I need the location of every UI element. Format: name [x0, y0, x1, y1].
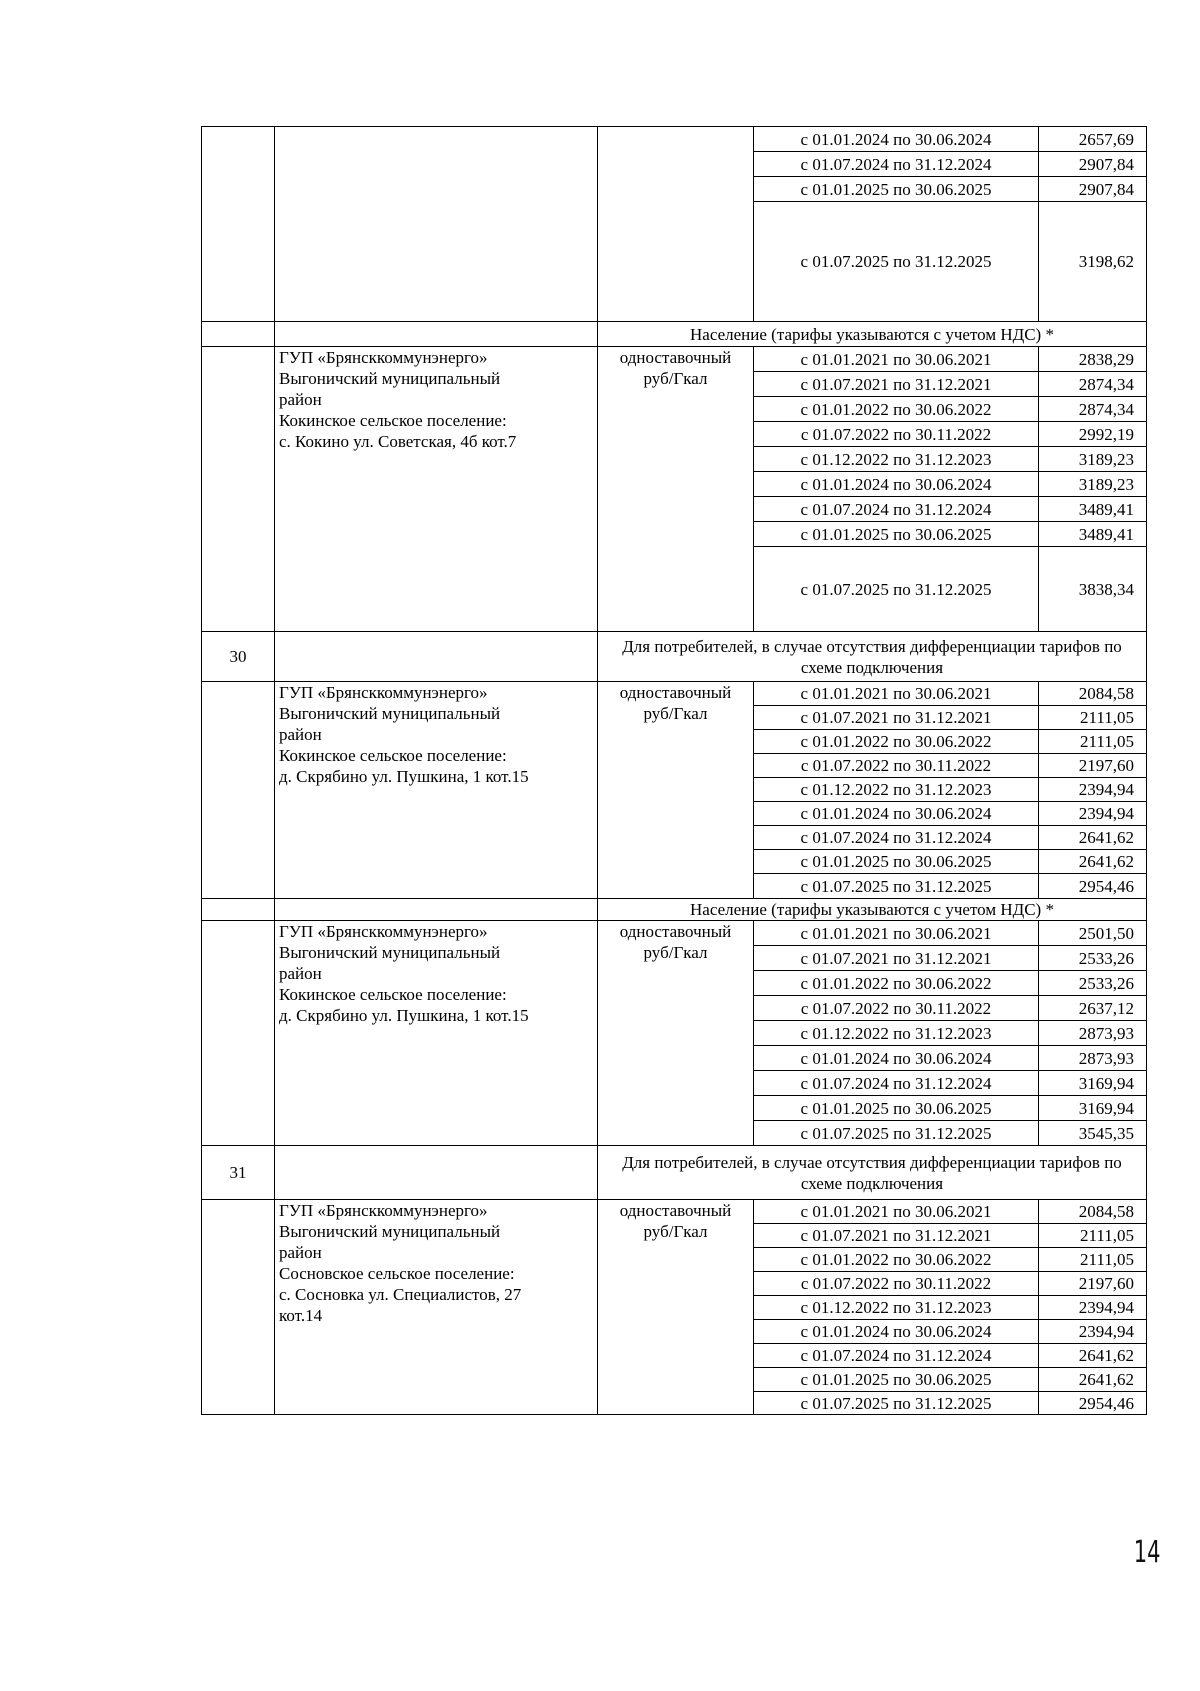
tariff-type-cell [598, 127, 754, 322]
organization-line: ГУП «Брянсккоммунэнерго» [279, 348, 488, 367]
organization-line: район [279, 390, 322, 409]
period-cell: с 01.01.2021 по 30.06.2021 [754, 1200, 1039, 1224]
tariff-value-cell: 2874,34 [1039, 372, 1147, 397]
period-cell: с 01.01.2025 по 30.06.2025 [754, 522, 1039, 547]
period-cell: с 01.01.2025 по 30.06.2025 [754, 1096, 1039, 1121]
table-row [202, 1200, 1147, 1224]
tariff-value-cell: 2641,62 [1039, 1368, 1147, 1392]
organization-line: Сосновское сельское поселение: [279, 1264, 515, 1283]
tariff-value-cell: 3189,23 [1039, 447, 1147, 472]
period-cell: с 01.07.2025 по 31.12.2025 [754, 1121, 1039, 1146]
period-cell: с 01.07.2021 по 31.12.2021 [754, 706, 1039, 730]
tariff-value-cell: 2992,19 [1039, 422, 1147, 447]
period-cell: с 01.07.2022 по 30.11.2022 [754, 996, 1039, 1021]
tariff-type-line: руб/Гкал [643, 1222, 708, 1241]
period-cell: с 01.07.2022 по 30.11.2022 [754, 1272, 1039, 1296]
organization-line: Кокинское сельское поселение: [279, 746, 507, 765]
period-cell: с 01.01.2021 по 30.06.2021 [754, 682, 1039, 706]
tariff-value-cell: 2084,58 [1039, 682, 1147, 706]
tariff-value-cell: 2394,94 [1039, 778, 1147, 802]
page-number: 14 [1133, 1535, 1161, 1570]
table-row [202, 127, 1147, 152]
tariff-type-line: руб/Гкал [643, 369, 708, 388]
row-number: 30 [202, 632, 275, 682]
organization-line: д. Скрябино ул. Пушкина, 1 кот.15 [279, 1006, 529, 1025]
tariff-value-cell: 2954,46 [1039, 1392, 1147, 1415]
organization-line: Выгоничский муниципальный [279, 704, 501, 723]
tariff-type-line: одноставочный [619, 348, 732, 367]
section-header-row [202, 322, 1147, 347]
organization-line: Выгоничский муниципальный [279, 1222, 501, 1241]
period-cell: с 01.07.2021 по 31.12.2021 [754, 946, 1039, 971]
tariff-value-cell: 2874,34 [1039, 397, 1147, 422]
tariff-value-cell: 2838,29 [1039, 347, 1147, 372]
organization-line: ГУП «Брянсккоммунэнерго» [279, 1201, 488, 1220]
period-cell: с 01.01.2024 по 30.06.2024 [754, 1046, 1039, 1071]
organization-line: район [279, 964, 322, 983]
period-cell: с 01.12.2022 по 31.12.2023 [754, 1021, 1039, 1046]
tariff-value-cell: 3838,34 [1039, 547, 1147, 632]
period-cell: с 01.01.2022 по 30.06.2022 [754, 397, 1039, 422]
tariff-table [201, 126, 1147, 1415]
tariff-value-cell: 2907,84 [1039, 177, 1147, 202]
section-header-row [202, 1146, 1147, 1200]
tariff-value-cell: 2394,94 [1039, 802, 1147, 826]
organization-line: район [279, 725, 322, 744]
period-cell: с 01.01.2024 по 30.06.2024 [754, 127, 1039, 152]
section-header: Для потребителей, в случае отсутствия дифференциации тарифов по схеме подключения [598, 632, 1147, 682]
period-cell: с 01.07.2024 по 31.12.2024 [754, 1071, 1039, 1096]
number-cell [202, 347, 275, 632]
tariff-value-cell: 2501,50 [1039, 921, 1147, 946]
number-cell [202, 921, 275, 1146]
period-cell: с 01.01.2025 по 30.06.2025 [754, 850, 1039, 874]
organization-line: Кокинское сельское поселение: [279, 411, 507, 430]
tariff-type-line: одноставочный [619, 683, 732, 702]
period-cell: с 01.07.2025 по 31.12.2025 [754, 202, 1039, 322]
tariff-value-cell: 2111,05 [1039, 706, 1147, 730]
tariff-value-cell: 2197,60 [1039, 1272, 1147, 1296]
tariff-value-cell: 3489,41 [1039, 522, 1147, 547]
tariff-value-cell: 3198,62 [1039, 202, 1147, 322]
organization-cell [275, 347, 598, 632]
tariff-value-cell: 3489,41 [1039, 497, 1147, 522]
period-cell: с 01.07.2024 по 31.12.2024 [754, 497, 1039, 522]
period-cell: с 01.07.2024 по 31.12.2024 [754, 152, 1039, 177]
period-cell: с 01.07.2024 по 31.12.2024 [754, 1344, 1039, 1368]
number-cell [202, 127, 275, 322]
tariff-value-cell: 2657,69 [1039, 127, 1147, 152]
section-header: Население (тарифы указываются с учетом НДС) * [598, 322, 1147, 347]
period-cell: с 01.01.2021 по 30.06.2021 [754, 347, 1039, 372]
tariff-value-cell: 2641,62 [1039, 826, 1147, 850]
tariff-value-cell: 2111,05 [1039, 730, 1147, 754]
period-cell: с 01.01.2024 по 30.06.2024 [754, 472, 1039, 497]
tariff-type-cell [598, 921, 754, 1146]
period-cell: с 01.01.2022 по 30.06.2022 [754, 1248, 1039, 1272]
period-cell: с 01.07.2025 по 31.12.2025 [754, 874, 1039, 899]
period-cell: с 01.07.2021 по 31.12.2021 [754, 1224, 1039, 1248]
tariff-value-cell: 2907,84 [1039, 152, 1147, 177]
period-cell: с 01.12.2022 по 31.12.2023 [754, 1296, 1039, 1320]
empty-cell [275, 899, 598, 921]
row-number [202, 899, 275, 921]
tariff-value-cell: 2873,93 [1039, 1021, 1147, 1046]
tariff-value-cell: 2954,46 [1039, 874, 1147, 899]
period-cell: с 01.07.2025 по 31.12.2025 [754, 1392, 1039, 1415]
period-cell: с 01.01.2022 по 30.06.2022 [754, 971, 1039, 996]
tariff-value-cell: 3169,94 [1039, 1071, 1147, 1096]
period-cell: с 01.01.2021 по 30.06.2021 [754, 921, 1039, 946]
empty-cell [275, 632, 598, 682]
organization-line: район [279, 1243, 322, 1262]
section-header: Население (тарифы указываются с учетом НДС) * [598, 899, 1147, 921]
tariff-value-cell: 2637,12 [1039, 996, 1147, 1021]
period-cell: с 01.07.2025 по 31.12.2025 [754, 547, 1039, 632]
period-cell: с 01.01.2024 по 30.06.2024 [754, 802, 1039, 826]
period-cell: с 01.07.2021 по 31.12.2021 [754, 372, 1039, 397]
table-row [202, 921, 1147, 946]
table-row [202, 347, 1147, 372]
number-cell [202, 682, 275, 899]
period-cell: с 01.07.2024 по 31.12.2024 [754, 826, 1039, 850]
tariff-type-line: одноставочный [619, 1201, 732, 1220]
organization-line: Выгоничский муниципальный [279, 943, 501, 962]
tariff-value-cell: 3169,94 [1039, 1096, 1147, 1121]
section-header-row [202, 899, 1147, 921]
tariff-value-cell: 2394,94 [1039, 1296, 1147, 1320]
tariff-table-body [202, 127, 1147, 1415]
section-header: Для потребителей, в случае отсутствия дифференциации тарифов по схеме подключения [598, 1146, 1147, 1200]
organization-line: ГУП «Брянсккоммунэнерго» [279, 683, 488, 702]
tariff-type-line: одноставочный [619, 922, 732, 941]
empty-cell [275, 322, 598, 347]
period-cell: с 01.12.2022 по 31.12.2023 [754, 778, 1039, 802]
tariff-value-cell: 2533,26 [1039, 946, 1147, 971]
period-cell: с 01.07.2022 по 30.11.2022 [754, 754, 1039, 778]
number-cell [202, 1200, 275, 1415]
period-cell: с 01.01.2025 по 30.06.2025 [754, 177, 1039, 202]
period-cell: с 01.01.2025 по 30.06.2025 [754, 1368, 1039, 1392]
tariff-value-cell: 2533,26 [1039, 971, 1147, 996]
tariff-value-cell: 2873,93 [1039, 1046, 1147, 1071]
tariff-type-cell [598, 347, 754, 632]
organization-cell [275, 1200, 598, 1415]
tariff-value-cell: 2084,58 [1039, 1200, 1147, 1224]
tariff-value-cell: 2641,62 [1039, 1344, 1147, 1368]
tariff-type-cell [598, 1200, 754, 1415]
tariff-type-line: руб/Гкал [643, 943, 708, 962]
organization-line: кот.14 [279, 1306, 323, 1325]
period-cell: с 01.01.2022 по 30.06.2022 [754, 730, 1039, 754]
period-cell: с 01.12.2022 по 31.12.2023 [754, 447, 1039, 472]
organization-cell [275, 682, 598, 899]
tariff-value-cell: 2394,94 [1039, 1320, 1147, 1344]
period-cell: с 01.01.2024 по 30.06.2024 [754, 1320, 1039, 1344]
organization-line: с. Сосновка ул. Специалистов, 27 [279, 1285, 522, 1304]
organization-line: Выгоничский муниципальный [279, 369, 501, 388]
organization-line: с. Кокино ул. Советская, 4б кот.7 [279, 432, 517, 451]
tariff-type-cell [598, 682, 754, 899]
section-header-row [202, 632, 1147, 682]
tariff-value-cell: 3189,23 [1039, 472, 1147, 497]
row-number: 31 [202, 1146, 275, 1200]
tariff-value-cell: 2197,60 [1039, 754, 1147, 778]
empty-cell [275, 1146, 598, 1200]
organization-line: д. Скрябино ул. Пушкина, 1 кот.15 [279, 767, 529, 786]
tariff-value-cell: 2111,05 [1039, 1248, 1147, 1272]
tariff-value-cell: 3545,35 [1039, 1121, 1147, 1146]
table-row [202, 682, 1147, 706]
organization-cell [275, 921, 598, 1146]
organization-cell [275, 127, 598, 322]
row-number [202, 322, 275, 347]
organization-line: ГУП «Брянсккоммунэнерго» [279, 922, 488, 941]
tariff-type-line: руб/Гкал [643, 704, 708, 723]
organization-line: Кокинское сельское поселение: [279, 985, 507, 1004]
tariff-value-cell: 2641,62 [1039, 850, 1147, 874]
tariff-value-cell: 2111,05 [1039, 1224, 1147, 1248]
period-cell: с 01.07.2022 по 30.11.2022 [754, 422, 1039, 447]
